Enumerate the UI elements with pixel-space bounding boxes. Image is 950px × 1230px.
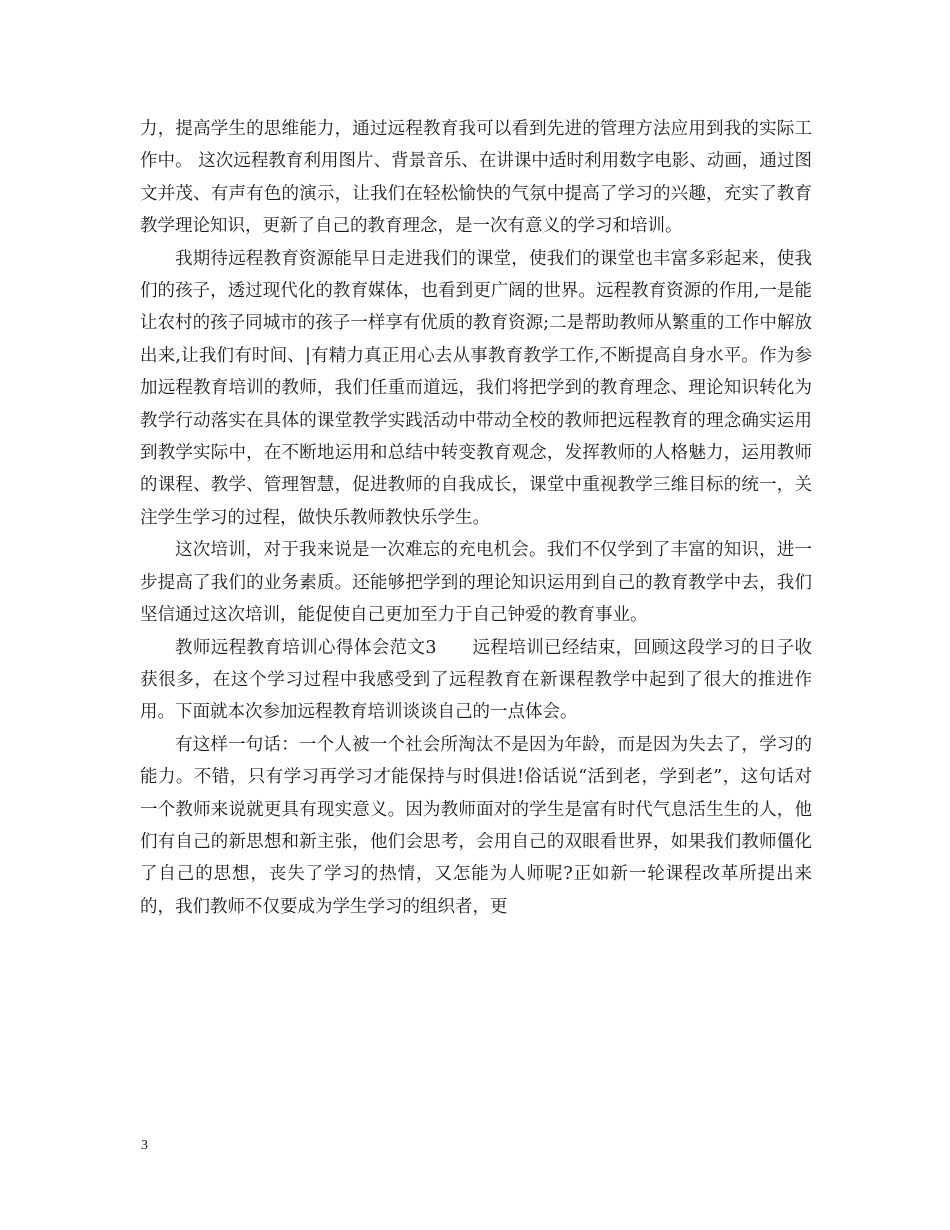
paragraph-training-opportunity: 这次培训，对于我来说是一次难忘的充电机会。我们不仅学到了丰富的知识，进一步提高了我们的业务素质。还能够把学到的理论知识运用到自己的教育教学中去，我们坚信通过这次培训，能促使自己更加至力于自己钟爱的教育事业。 (140, 540, 812, 626)
page-number: 3 (141, 1138, 148, 1153)
paragraph-remote-resources: 我期待远程教育资源能早日走进我们的课堂，使我们的课堂也丰富多彩起来，使我们的孩子，透过现代化的教育媒体，也看到更广阔的世界。远程教育资源的作用,一是能让农村的孩子同城市的孩子一样享有优质的教育资源;二是帮助教师从繁重的工作中解放出来,让我们有时间、|有精力真正用心去从事教育教学工作,不断提高自身水平。作为参加远程教育培训的教师，我们任重而道远，我们将把学到的教育理念、理论知识转化为教学行动落实在具体的课堂教学实践活动中带动全校的教师把远程教育的理念确实运用到教学实际中，在不断地运用和总结中转变教育观念，发挥教师的人格魅力，运用教师的课程、教学、管理智慧，促进教师的自我成长，课堂中重视教学三维目标的统一，关注学生学习的过程，做快乐教师教快乐学生。 (140, 248, 812, 528)
paragraph-essay-3-intro: 教师远程教育培训心得体会范文3 远程培训已经结束，回顾这段学习的日子收获很多，在这个学习过程中我感受到了远程教育在新课程教学中起到了很大的推进作用。下面就本次参加远程教育培训谈谈自己的一点体会。 (140, 637, 812, 723)
paragraph-continuation: 力，提高学生的思维能力，通过远程教育我可以看到先进的管理方法应用到我的实际工作中。 这次远程教育利用图片、背景音乐、在讲课中适时利用数字电影、动画，通过图文并茂、有声有色的演示，让我们在轻松愉快的气氛中提高了学习的兴趣，充实了教育教学理论知识，更新了自己的教育理念，是一次有意义的学习和培训。 (140, 119, 812, 237)
paragraph-lifelong-learning: 有这样一句话：一个人被一个社会所淘汰不是因为年龄，而是因为失去了，学习的能力。不错，只有学习再学习才能保持与时俱进!俗话说“活到老，学到老”，这句话对一个教师来说就更具有现实意义。因为教师面对的学生是富有时代气息活生生的人，他们有自己的新思想和新主张，他们会思考，会用自己的双眼看世界，如果我们教师僵化了自己的思想，丧失了学习的热情，又怎能为人师呢?正如新一轮课程改革所提出来的，我们教师不仅要成为学生学习的组织者，更 (140, 734, 812, 917)
document-body (140, 113, 812, 923)
